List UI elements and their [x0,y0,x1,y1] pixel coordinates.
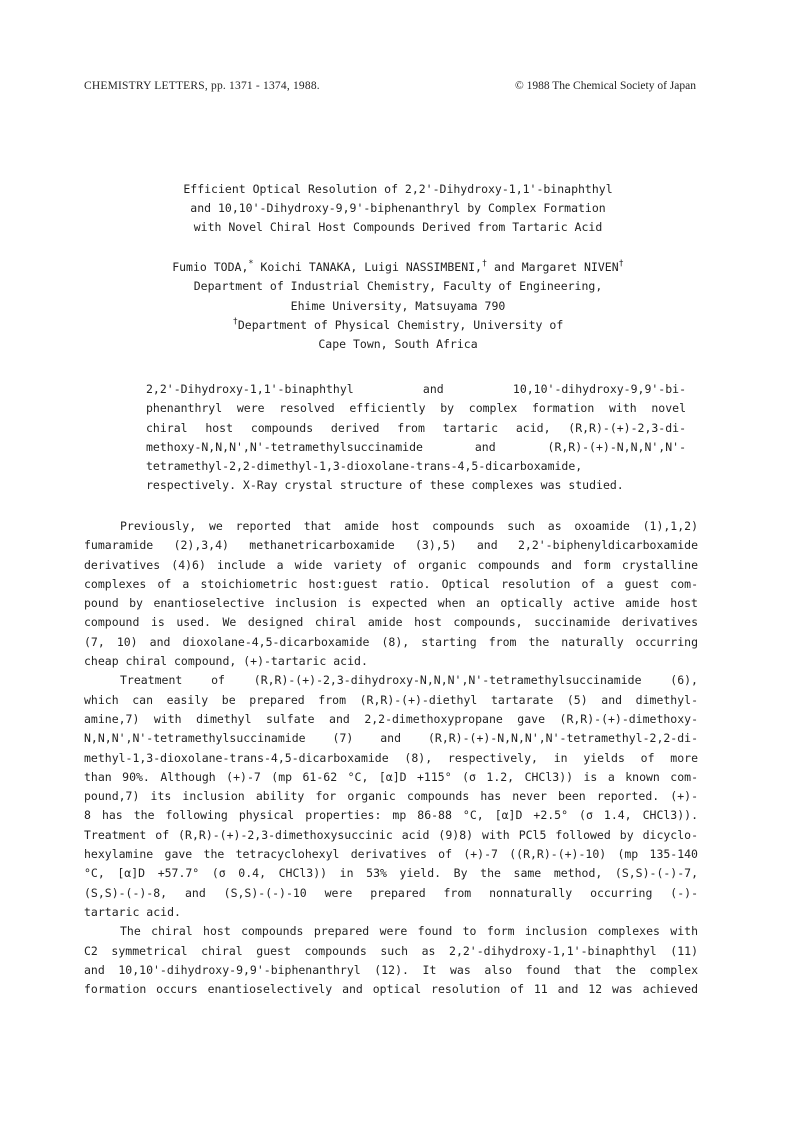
abstract [146,380,686,496]
body-text [84,517,698,999]
body-line: 8 has the following physical properties: mp 86-88 °C, [α]D +2.5° (σ 1.4, CHCl3)). [84,808,698,823]
affiliation-line: Cape Town, South Africa [318,337,478,352]
dagger-mark: † [618,259,624,269]
body-line: pound,7) its inclusion ability for organic compounds has never been reported. (+)- [84,789,698,804]
body-line: tartaric acid. [84,904,181,919]
body-line: The chiral host compounds prepared were found to form inclusion complexes with [120,924,698,939]
title-line: Efficient Optical Resolution of 2,2'-Dihydroxy-1,1'-binaphthyl [183,182,613,196]
body-line: amine,7) with dimethyl sulfate and 2,2-dimethoxypropane gave (R,R)-(+)-dimethoxy- [84,711,698,726]
dagger-mark: † [481,259,488,269]
affiliation-line: †Department of Physical Chemistry, University of [232,316,564,332]
body-line: Treatment of (R,R)-(+)-2,3-dihydroxy-N,N,N',N'-tetramethylsuccinamide (6), [120,673,698,688]
body-line: C2 symmetrical chiral guest compounds such as 2,2'-dihydroxy-1,1'-binaphthyl (11) [84,943,698,958]
title-line: with Novel Chiral Host Compounds Derived from Tartaric Acid [193,220,603,234]
body-line: °C, [α]D +57.7° (σ 0.4, CHCl3)) in 53% yield. By the same method, (S,S)-(-)-7, [84,866,698,881]
paragraph [84,517,698,671]
body-line: hexylamine gave the tetracyclohexyl derivatives of (+)-7 ((R,R)-(+)-10) (mp 135-140 [84,847,698,862]
title-line: and 10,10'-Dihydroxy-9,9'-biphenanthryl by Complex Formation [190,201,606,215]
body-line: (S,S)-(-)-8, and (S,S)-(-)-10 were prepared from nonnaturally occurring (-)- [84,885,698,900]
abstract-line: methoxy-N,N,N',N'-tetramethylsuccinamide and (R,R)-(+)-N,N,N',N'- [146,439,686,454]
body-line: complexes of a stoichiometric host:guest ratio. Optical resolution of a guest com- [84,576,698,591]
paragraph [84,671,698,922]
body-line: and 10,10'-dihydroxy-9,9'-biphenanthryl (12). It was also found that the complex [84,962,698,977]
body-line: formation occurs enantioselectively and optical resolution of 11 and 12 was achieved [84,982,698,997]
paper-title [84,180,712,237]
running-header [84,80,696,100]
paragraph [84,922,698,999]
author-block [84,258,712,354]
body-line: Treatment of (R,R)-(+)-2,3-dimethoxysuccinic acid (9)8) with PCl5 followed by dicyclo- [84,827,698,842]
abstract-line: phenanthryl were resolved efficiently by complex formation with novel [146,401,686,416]
body-line: cheap chiral compound, (+)-tartaric acid. [84,654,368,669]
abstract-line: 2,2'-Dihydroxy-1,1'-binaphthyl and 10,10'-dihydroxy-9,9'-bi- [146,382,686,396]
body-line: which can easily be prepared from (R,R)-(+)-diethyl tartarate (5) and dimethyl- [84,692,698,707]
abstract-line: chiral host compounds derived from tartaric acid, (R,R)-(+)-2,3-di- [146,420,686,435]
body-line: pound by enantioselective inclusion is expected when an optically active amide host [84,596,698,611]
body-line: methyl-1,3-dioxolane-trans-4,5-dicarboxamide (8), respectively, in yields of more [84,750,698,765]
body-line: than 90%. Although (+)-7 (mp 61-62 °C, [α]D +115° (σ 1.2, CHCl3)) is a known com- [84,769,698,784]
body-line: derivatives (4)6) include a wide variety of organic compounds and form crystalline [84,557,698,572]
body-line: Previously, we reported that amide host compounds such as oxoamide (1),1,2) [120,519,698,533]
corresponding-mark: * [248,259,254,269]
author-names: Fumio TODA,* Koichi TANAKA, Luigi NASSIMBENI,† and Margaret NIVEN† [172,259,624,274]
body-line: fumaramide (2),3,4) methanetricarboxamide (3),5) and 2,2'-biphenyldicarboxamide [84,538,698,553]
abstract-line: respectively. X-Ray crystal structure of these complexes was studied. [146,478,624,493]
dagger-mark: † [232,316,238,327]
body-line: N,N,N',N'-tetramethylsuccinamide (7) and (R,R)-(+)-N,N,N',N'-tetramethyl-2,2-di- [84,731,698,746]
affiliation-line: Department of Industrial Chemistry, Faculty of Engineering, [193,279,603,294]
affiliation-line: Ehime University, Matsuyama 790 [290,298,506,313]
copyright-notice: © 1988 The Chemical Society of Japan [515,80,696,92]
body-line: compound is used. We designed chiral amide host compounds, succinamide derivatives [84,615,698,630]
journal-citation: CHEMISTRY LETTERS, pp. 1371 - 1374, 1988. [84,80,320,92]
abstract-line: tetramethyl-2,2-dimethyl-1,3-dioxolane-trans-4,5-dicarboxamide, [146,459,583,474]
body-line: (7, 10) and dioxolane-4,5-dicarboxamide (8), starting from the naturally occurring [84,634,698,649]
